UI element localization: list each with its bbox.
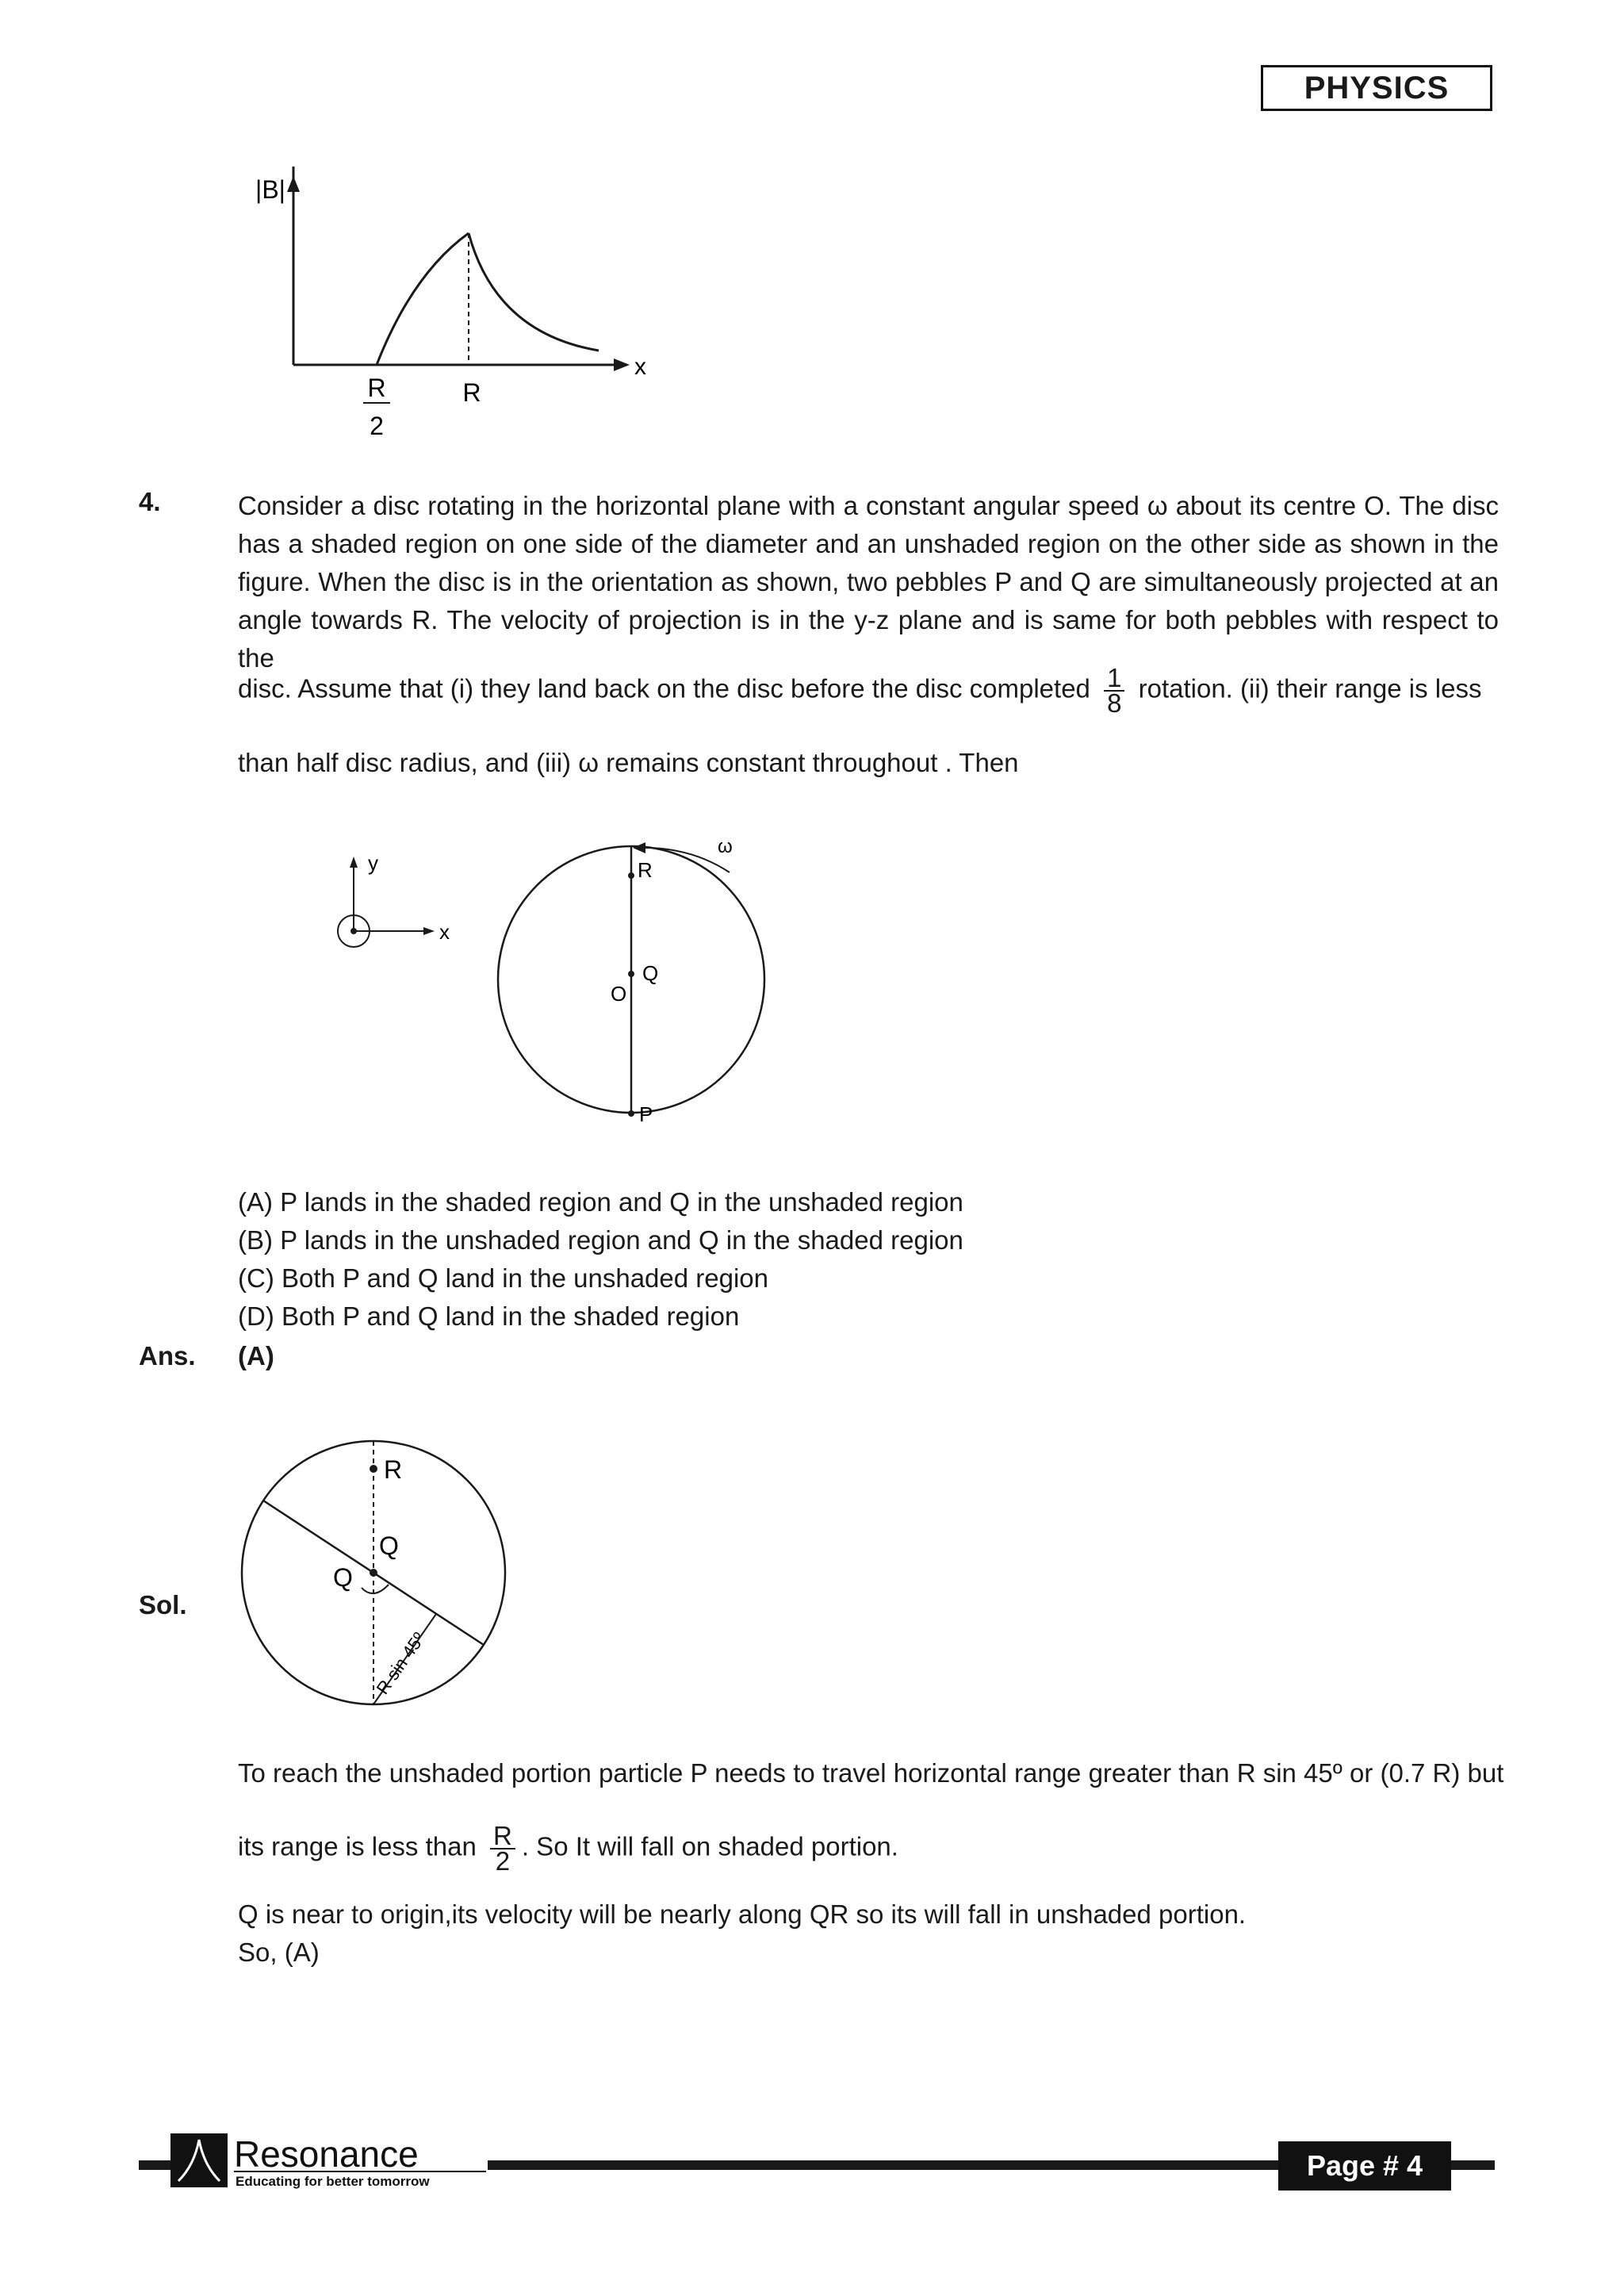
option-b: (B) P lands in the unshaded region and Q in the shaded region: [238, 1225, 963, 1255]
sol-label-Q-right: Q: [379, 1531, 399, 1560]
solution-line-2: [238, 1821, 898, 1876]
brand-tagline: Educating for better tomorrow: [236, 2174, 430, 2189]
graph-b-vs-x: [222, 167, 666, 452]
frac-num: 1: [1104, 666, 1124, 692]
question-text-2b: rotation. (ii) their range is less: [1138, 673, 1482, 703]
disc-figure: [317, 833, 793, 1150]
brand-logo: [170, 2130, 488, 2190]
subject-header: [1261, 65, 1492, 111]
question-text-2a: disc. Assume that (i) they land back on the disc before the disc completed: [238, 673, 1090, 703]
question-number: 4.: [139, 487, 161, 516]
axis-x-label: x: [439, 920, 450, 944]
sol-frac-den: 2: [495, 1846, 511, 1876]
sol-label-rsin45: R sin 45º: [372, 1628, 430, 1698]
question-text-1: Consider a disc rotating in the horizontal plane with a constant angular speed ω about its centre O. The disc has a shaded region on one side of the diameter and an unshaded region on the other side as shown in the figure. When the disc is in the orientation as shown, two pebbles P and Q are simultaneously projected at an angle towards R. The velocity of projection is in the y-z plane and is same for both pebbles with respect to the: [238, 491, 1499, 673]
question-text-2: [238, 663, 1482, 718]
label-R: R: [638, 858, 653, 882]
brand-name: Resonance: [234, 2133, 419, 2175]
tick-half-num: R: [367, 374, 386, 402]
x-axis-label: x: [634, 354, 646, 380]
answer-label: Ans.: [139, 1341, 196, 1370]
option-c: (C) Both P and Q land in the unshaded region: [238, 1263, 769, 1293]
page-number-box: [1278, 2141, 1451, 2191]
answer-value: (A): [238, 1341, 274, 1370]
y-axis-arrow: [287, 176, 300, 192]
solution-line-1: To reach the unshaded portion particle P needs to travel horizontal range greater than R sin 45º or (0.7 R) but: [238, 1758, 1504, 1788]
falling-curve: [469, 233, 599, 351]
y-axis-label: |B|: [255, 175, 285, 204]
point-R: [628, 872, 634, 879]
point-P: [628, 1110, 634, 1117]
solution-line-3: Q is near to origin,its velocity will be nearly along QR so its will fall in unshaded portion.: [238, 1899, 1247, 1929]
fraction-r-over-2: [490, 1821, 515, 1876]
axis-y-arrow: [350, 857, 358, 868]
option-a: (A) P lands in the shaded region and Q in the unshaded region: [238, 1187, 963, 1217]
subject-title: PHYSICS: [1304, 70, 1450, 105]
page-number: Page # 4: [1306, 2149, 1423, 2182]
axis-x-arrow: [423, 927, 435, 935]
solution-line-2b: . So It will fall on shaded portion.: [521, 1831, 898, 1861]
label-O: O: [611, 982, 627, 1006]
sol-label-R: R: [384, 1455, 403, 1484]
sol-point-R: [370, 1465, 377, 1473]
sol-label-Q-left: Q: [333, 1563, 353, 1592]
axis-y-label: y: [368, 851, 378, 875]
solution-figure: [230, 1428, 531, 1713]
tick-full: R: [462, 378, 481, 407]
sol-point-Q: [370, 1569, 377, 1577]
logo-graphic: [170, 2130, 488, 2190]
label-P: P: [639, 1102, 653, 1126]
solution-line-2a: its range is less than: [238, 1831, 477, 1861]
tick-half-den: 2: [370, 412, 384, 440]
question-text-3: than half disc radius, and (iii) ω remains constant throughout . Then: [238, 748, 1019, 777]
frac-den: 8: [1107, 688, 1122, 718]
z-axis-dot: [350, 928, 357, 934]
solution-line-4: So, (A): [238, 1938, 320, 1967]
sol-frac-num: R: [490, 1824, 515, 1849]
omega-label: ω: [718, 836, 733, 857]
point-Q: [628, 971, 634, 977]
rising-curve: [377, 233, 469, 365]
label-Q: Q: [642, 961, 659, 985]
sol-angle-arc: [362, 1585, 389, 1593]
option-d: (D) Both P and Q land in the shaded region: [238, 1301, 740, 1331]
x-axis-arrow: [614, 358, 630, 371]
solution-label: Sol.: [139, 1590, 187, 1619]
fraction-one-eighth: [1104, 663, 1124, 718]
omega-arrowhead: [633, 842, 645, 853]
